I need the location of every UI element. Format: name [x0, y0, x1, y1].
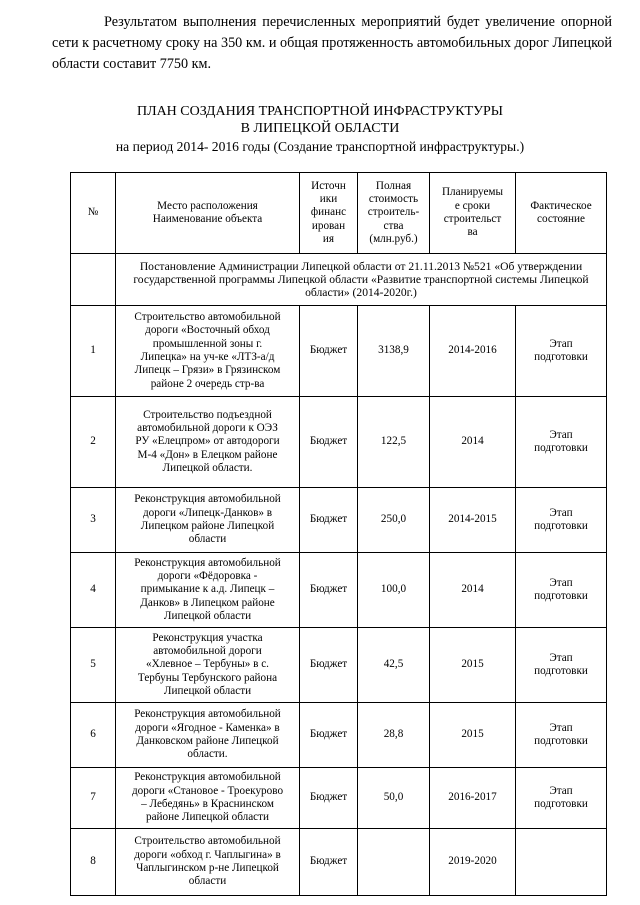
header-dates — [430, 173, 516, 254]
table-row — [71, 553, 607, 628]
intro-paragraph: Результатом выполнения перечисленных мероприятий будет увеличение опорной сети к расчетному сроку на 350 км. и общая протяженность автомобильных дорог Липецкой области составит 7750 км. — [52, 14, 612, 72]
row-status-cell: Этап подготовки — [516, 397, 607, 488]
row-dates-cell: 2015 — [430, 703, 516, 768]
row-status-cell: Этап подготовки — [516, 628, 607, 703]
row-num-cell: 4 — [71, 553, 116, 628]
row-num-cell: 2 — [71, 397, 116, 488]
table-row — [71, 488, 607, 553]
row-cost-cell: 250,0 — [358, 488, 430, 553]
header-cost-text: Полная стоимость строитель- ства (млн.руб.) — [367, 179, 420, 245]
table-row — [71, 829, 607, 896]
row-funding-source-cell: Бюджет — [300, 829, 358, 896]
header-status-text: Фактическое состояние — [530, 199, 592, 225]
row-object-name-cell: Строительство автомобильной дороги «обход г. Чаплыгина» в Чаплыгинском р-не Липецкой области — [116, 829, 300, 896]
header-num: № — [71, 173, 116, 254]
row-cost-cell: 28,8 — [358, 703, 430, 768]
table-row — [71, 397, 607, 488]
decree-text: Постановление Администрации Липецкой области от 21.11.2013 №521 «Об утверждении государственной программы Липецкой области «Развитие транспортной системы Липецкой области» (2014-2020г.) — [116, 254, 607, 306]
row-funding-source-cell: Бюджет — [300, 397, 358, 488]
infrastructure-plan-table — [70, 172, 607, 896]
table-header-row — [71, 173, 607, 254]
row-object-name-cell: Реконструкция автомобильной дороги «Становое - Троекурово – Лебедянь» в Краснинском районе Липецкой области — [116, 768, 300, 829]
row-dates-cell: 2014 — [430, 553, 516, 628]
row-funding-source-cell: Бюджет — [300, 553, 358, 628]
row-object-name-cell: Реконструкция автомобильной дороги «Ягодное - Каменка» в Данковском районе Липецкой области. — [116, 703, 300, 768]
plan-title: ПЛАН СОЗДАНИЯ ТРАНСПОРТНОЙ ИНФРАСТРУКТУРЫ — [136, 104, 504, 119]
row-dates-cell: 2019-2020 — [430, 829, 516, 896]
decree-empty-cell — [71, 254, 116, 306]
row-object-name-cell: Реконструкция автомобильной дороги «Фёдоровка - примыкание к а.д. Липецк – Данков» в Липецком районе Липецкой области — [116, 553, 300, 628]
row-cost-cell: 42,5 — [358, 628, 430, 703]
row-dates-cell: 2014 — [430, 397, 516, 488]
row-object-name-cell: Реконструкция автомобильной дороги «Липецк-Данков» в Липецком районе Липецкой области — [116, 488, 300, 553]
row-status-cell: Этап подготовки — [516, 306, 607, 397]
row-funding-source-cell: Бюджет — [300, 703, 358, 768]
row-object-name-cell: Строительство автомобильной дороги «Восточный обход промышленной зоны г. Липецка» на уч-ке «ЛТЗ-а/д Липецк – Грязи» в Грязинском районе 2 очередь стр-ва — [116, 306, 300, 397]
row-num-cell: 7 — [71, 768, 116, 829]
row-cost-cell: 50,0 — [358, 768, 430, 829]
header-location-text: Место расположения Наименование объекта — [152, 199, 263, 225]
row-num-cell: 6 — [71, 703, 116, 768]
decree-row — [71, 254, 607, 306]
row-cost-cell: 3138,9 — [358, 306, 430, 397]
row-status-cell: Этап подготовки — [516, 553, 607, 628]
table-row — [71, 628, 607, 703]
row-dates-cell: 2015 — [430, 628, 516, 703]
plan-subtitle: на период 2014- 2016 годы (Создание транспортной инфраструктуры.) — [115, 139, 525, 154]
row-cost-cell: 100,0 — [358, 553, 430, 628]
header-source — [300, 173, 358, 254]
header-location — [116, 173, 300, 254]
plan-title-region: В ЛИПЕЦКОЙ ОБЛАСТИ — [240, 121, 400, 136]
row-status-cell: Этап подготовки — [516, 703, 607, 768]
row-dates-cell: 2014-2016 — [430, 306, 516, 397]
row-cost-cell: 122,5 — [358, 397, 430, 488]
table-row — [71, 306, 607, 397]
row-num-cell: 1 — [71, 306, 116, 397]
table-row — [71, 703, 607, 768]
table-row — [71, 768, 607, 829]
row-dates-cell: 2014-2015 — [430, 488, 516, 553]
row-num-cell: 3 — [71, 488, 116, 553]
row-object-name-cell: Строительство подъездной автомобильной дороги к ОЭЗ РУ «Елецпром» от автодороги М-4 «Дон» в Елецком районе Липецкой области. — [116, 397, 300, 488]
row-object-name-cell: Реконструкция участка автомобильной дороги «Хлевное – Тербуны» в с. Тербуны Тербунского района Липецкой области — [116, 628, 300, 703]
row-funding-source-cell: Бюджет — [300, 768, 358, 829]
row-status-cell — [516, 829, 607, 896]
header-dates-text: Планируемы е сроки строительст ва — [441, 186, 504, 239]
row-funding-source-cell: Бюджет — [300, 628, 358, 703]
row-status-cell: Этап подготовки — [516, 488, 607, 553]
row-funding-source-cell: Бюджет — [300, 306, 358, 397]
header-cost — [358, 173, 430, 254]
row-num-cell: 8 — [71, 829, 116, 896]
header-status — [516, 173, 607, 254]
row-num-cell: 5 — [71, 628, 116, 703]
row-funding-source-cell: Бюджет — [300, 488, 358, 553]
header-source-text: Источн ики финанс ирован ия — [310, 179, 347, 245]
row-cost-cell — [358, 829, 430, 896]
row-dates-cell: 2016-2017 — [430, 768, 516, 829]
row-status-cell: Этап подготовки — [516, 768, 607, 829]
